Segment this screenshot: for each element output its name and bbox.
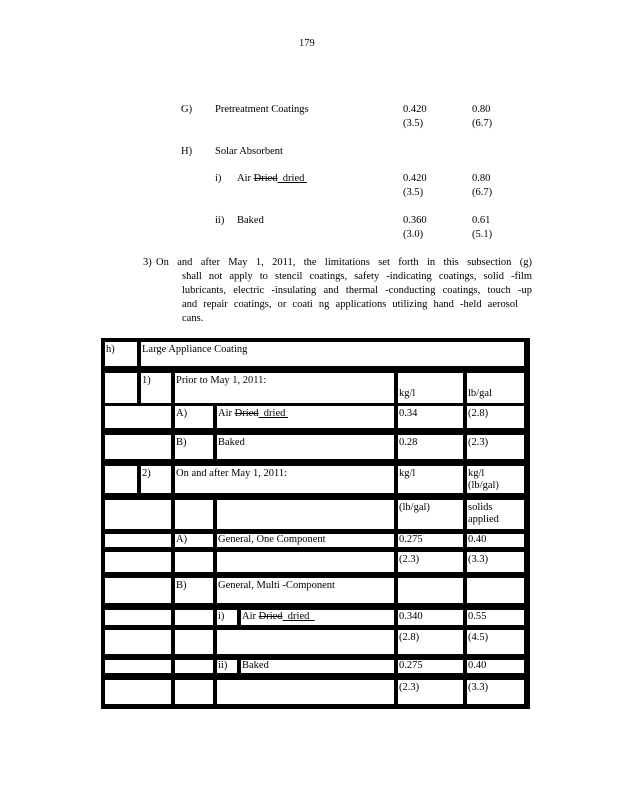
item-g-label: G) bbox=[181, 104, 193, 115]
table-cell bbox=[217, 500, 394, 529]
item-g-value2-lb: (6.7) bbox=[472, 118, 493, 129]
row-label: B) bbox=[176, 437, 187, 448]
row-title: Prior to May 1, 2011: bbox=[176, 375, 267, 386]
value-kg: 0.34 bbox=[399, 408, 418, 419]
item-h-ii-value-lb: (3.0) bbox=[403, 229, 424, 240]
row-label: B) bbox=[176, 580, 187, 591]
table-cell bbox=[467, 578, 524, 603]
table-cell bbox=[141, 373, 171, 403]
table-cell bbox=[175, 435, 213, 459]
table-cell bbox=[105, 610, 171, 625]
table-cell bbox=[175, 406, 213, 428]
item-g-value-lb: (3.5) bbox=[403, 118, 424, 129]
item-h-ii-value2-lb: (5.1) bbox=[472, 229, 493, 240]
struck-text: Dried bbox=[253, 173, 278, 184]
page-number: 179 bbox=[299, 38, 315, 49]
table-cell bbox=[217, 630, 394, 654]
item-h-ii-value-kg: 0.360 bbox=[403, 215, 427, 226]
inserted-text bbox=[278, 173, 307, 184]
value-lb: (2.3) bbox=[468, 437, 489, 448]
large-appliance-coating-table bbox=[101, 338, 530, 709]
table-cell bbox=[398, 630, 463, 654]
table-cell bbox=[467, 630, 524, 654]
table-cell bbox=[398, 680, 463, 704]
value-lb: 0.55 bbox=[468, 611, 487, 622]
table-cell bbox=[467, 406, 524, 428]
text-plain: Air bbox=[218, 408, 235, 419]
table-cell bbox=[398, 552, 463, 572]
table-cell bbox=[398, 406, 463, 428]
row-title bbox=[218, 408, 288, 420]
table-cell bbox=[467, 500, 524, 529]
table-cell bbox=[175, 680, 213, 704]
value-lb: (2.8) bbox=[468, 408, 489, 419]
row-title: Baked bbox=[218, 437, 245, 448]
value-lb: 0.40 bbox=[468, 534, 487, 545]
table-cell bbox=[467, 534, 524, 547]
table-cell bbox=[175, 534, 213, 547]
value-kg: 0.275 bbox=[399, 660, 423, 671]
table-cell bbox=[467, 610, 524, 625]
inserted-word: dried bbox=[287, 611, 310, 622]
table-cell bbox=[467, 552, 524, 572]
row-title: General, One Component bbox=[218, 534, 326, 545]
value-lb: (3.3) bbox=[468, 554, 489, 565]
item-h-i-text bbox=[237, 172, 307, 185]
value-kg: 0.340 bbox=[399, 611, 423, 622]
table-cell bbox=[105, 373, 137, 403]
item-h-ii-label: ii) bbox=[215, 215, 225, 226]
unit-header: (lb/gal) bbox=[399, 502, 430, 513]
table-cell bbox=[175, 660, 213, 673]
table-cell bbox=[398, 578, 463, 603]
table-cell bbox=[217, 435, 394, 459]
text-plain: Air bbox=[242, 611, 259, 622]
inserted-word: dried bbox=[263, 408, 286, 419]
table-cell bbox=[105, 578, 171, 603]
table-cell bbox=[105, 630, 171, 654]
table-cell bbox=[105, 435, 171, 459]
paragraph-line-5: cans. bbox=[182, 313, 204, 324]
item-h-i-value-kg: 0.420 bbox=[403, 173, 427, 184]
item-h-ii-value2: 0.61 bbox=[472, 215, 491, 226]
paragraph-line-2: shall not apply to stencil coatings, safety -indicating coatings, solid -film bbox=[182, 271, 532, 282]
table-cell bbox=[217, 406, 394, 428]
unit-header: kg/l bbox=[399, 468, 416, 479]
row-label: 1) bbox=[142, 375, 151, 386]
table-cell bbox=[398, 534, 463, 547]
table-cell bbox=[398, 500, 463, 529]
unit-header: kg/l bbox=[399, 388, 416, 399]
table-cell bbox=[105, 660, 171, 673]
value-kg: (2.3) bbox=[399, 554, 420, 565]
unit-header-sub: (lb/gal) bbox=[468, 480, 499, 491]
item-g-title: Pretreatment Coatings bbox=[215, 104, 309, 115]
table-cell bbox=[398, 466, 463, 493]
table-cell bbox=[241, 660, 394, 673]
table-cell bbox=[175, 373, 394, 403]
unit-header: kg/l bbox=[468, 468, 485, 479]
table-cell bbox=[398, 660, 463, 673]
table-cell bbox=[175, 552, 213, 572]
table-cell bbox=[467, 435, 524, 459]
table-cell bbox=[467, 373, 524, 403]
table-cell bbox=[175, 630, 213, 654]
table-cell bbox=[467, 466, 524, 493]
text-plain: Air bbox=[237, 173, 254, 184]
unit-header: solids bbox=[468, 502, 493, 513]
inserted-text bbox=[283, 611, 315, 622]
paragraph-line-1: On and after May 1, 2011, the limitations set forth in this subsection (g) bbox=[156, 257, 532, 268]
table-cell bbox=[398, 435, 463, 459]
table-cell bbox=[105, 534, 171, 547]
row-title: General, Multi -Component bbox=[218, 580, 335, 591]
item-h-ii-text: Baked bbox=[237, 215, 264, 226]
struck-text: Dried bbox=[234, 408, 259, 419]
paragraph-number: 3) bbox=[143, 257, 152, 268]
value-kg: (2.3) bbox=[399, 682, 420, 693]
table-cell bbox=[175, 500, 213, 529]
value-lb: (3.3) bbox=[468, 682, 489, 693]
table-cell bbox=[398, 610, 463, 625]
value-kg: 0.275 bbox=[399, 534, 423, 545]
table-cell bbox=[467, 660, 524, 673]
table-cell bbox=[217, 680, 394, 704]
table-cell bbox=[467, 680, 524, 704]
table-cell bbox=[217, 552, 394, 572]
table-cell bbox=[217, 660, 237, 673]
table-cell bbox=[175, 610, 213, 625]
item-h-i-label: i) bbox=[215, 173, 222, 184]
row-title: Baked bbox=[242, 660, 269, 671]
table-cell bbox=[105, 552, 171, 572]
table-cell bbox=[175, 466, 394, 493]
item-h-title: Solar Absorbent bbox=[215, 146, 283, 157]
inserted-word: dried bbox=[282, 173, 305, 184]
row-title bbox=[242, 611, 315, 623]
table-cell bbox=[105, 466, 137, 493]
table-cell bbox=[398, 373, 463, 403]
struck-text: Dried bbox=[258, 611, 283, 622]
table-cell bbox=[105, 680, 171, 704]
table-cell bbox=[217, 534, 394, 547]
unit-header-sub: applied bbox=[468, 514, 499, 525]
item-g-value-kg: 0.420 bbox=[403, 104, 427, 115]
item-h-i-value2-lb: (6.7) bbox=[472, 187, 493, 198]
row-title: Large Appliance Coating bbox=[142, 344, 248, 355]
row-label: 2) bbox=[142, 468, 151, 479]
table-cell bbox=[105, 342, 137, 366]
table-cell bbox=[105, 500, 171, 529]
value-lb: 0.40 bbox=[468, 660, 487, 671]
table-cell bbox=[141, 342, 524, 366]
row-label: A) bbox=[176, 534, 188, 545]
item-h-label: H) bbox=[181, 146, 193, 157]
table-cell bbox=[141, 466, 171, 493]
item-g-value2: 0.80 bbox=[472, 104, 491, 115]
table-cell bbox=[217, 578, 394, 603]
value-lb: (4.5) bbox=[468, 632, 489, 643]
row-title: On and after May 1, 2011: bbox=[176, 468, 287, 479]
row-label: A) bbox=[176, 408, 188, 419]
table-cell bbox=[241, 610, 394, 625]
item-h-i-value-lb: (3.5) bbox=[403, 187, 424, 198]
table-cell bbox=[105, 406, 171, 428]
item-h-i-value2: 0.80 bbox=[472, 173, 491, 184]
row-label: i) bbox=[218, 611, 225, 622]
paragraph-line-4: and repair coatings, or coati ng applications utilizing hand -held aerosol bbox=[182, 299, 518, 310]
paragraph-line-3: lubricants, electric -insulating and thermal -conducting coatings, touch -up bbox=[182, 285, 532, 296]
unit-header: lb/gal bbox=[468, 388, 492, 399]
table-cell bbox=[175, 578, 213, 603]
table-cell bbox=[217, 610, 237, 625]
value-kg: (2.8) bbox=[399, 632, 420, 643]
row-label: ii) bbox=[218, 660, 228, 671]
value-kg: 0.28 bbox=[399, 437, 418, 448]
inserted-text bbox=[259, 408, 288, 419]
row-label: h) bbox=[106, 344, 115, 355]
